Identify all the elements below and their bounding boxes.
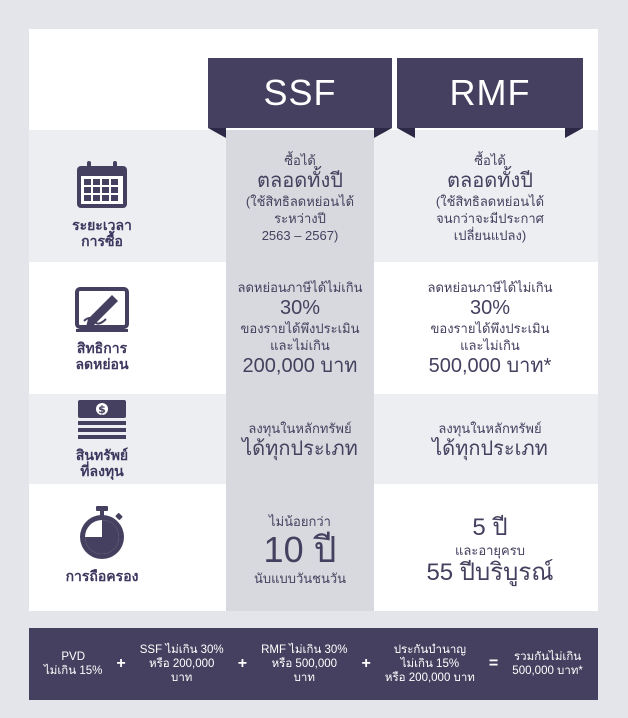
footer-ssf-line1: SSF ไม่เกิน 30% (139, 644, 224, 656)
rmf-deduction-line4: และไม่เกิน (460, 337, 520, 353)
row-label-holding (44, 505, 160, 584)
rmf-deduction-line2: 30% (469, 296, 511, 319)
ssf-holding-line3: นับแบบวันชนวัน (253, 571, 347, 586)
rmf-purchase-line5: เปลี่ยนแปลง) (453, 228, 527, 243)
ssf-deduction-line4: และไม่เกิน (270, 337, 330, 353)
footer-pvd-line1: PVD (61, 651, 86, 663)
row-label-purchase-line1: ระยะเวลา (72, 217, 132, 233)
ssf-deduction-line5: 200,000 บาท (242, 354, 358, 377)
calendar-icon (44, 160, 160, 213)
footer-ssf-line2: หรือ 200,000 (149, 658, 215, 670)
row-label-assets-line1: สินทรัพย์ (75, 447, 129, 463)
equals-sign: = (488, 655, 499, 672)
ssf-assets-line1: ลงทุนในหลักทรัพย์ (248, 420, 352, 436)
footer-item-pension-insurance (385, 643, 475, 685)
footer-total-line1: รวมกันไม่เกิน (514, 651, 582, 663)
rmf-holding-cell (400, 500, 580, 600)
ssf-header-fold-right (374, 128, 392, 138)
footer-rmf-line3: บาท (293, 672, 315, 684)
ssf-purchase-line5: 2563 – 2567) (261, 228, 339, 243)
ssf-purchase-line3: (ใช้สิทธิลดหย่อนได้ (245, 194, 355, 209)
footer-pension-line2: ไม่เกิน 15% (400, 658, 460, 670)
rmf-deduction-line3: ของรายได้พึงประเมิน (430, 320, 550, 336)
footer-total-line2: 500,000 บาท* (512, 665, 583, 677)
row-label-purchase-line2: การซื้อ (81, 233, 123, 249)
ssf-holding-line2: 10 ปี (263, 529, 337, 570)
rmf-deduction-cell (400, 270, 580, 386)
footer-pvd-line2: ไม่เกิน 15% (44, 665, 103, 677)
row-label-deduction-line2: ลดหย่อน (75, 356, 129, 372)
rmf-purchase-line4: จนกว่าจะมีประกาศ (436, 211, 544, 226)
ssf-holding-cell (226, 500, 374, 600)
footer-pension-line1: ประกันบำนาญ (393, 644, 467, 656)
row-label-deduction (44, 285, 160, 372)
ssf-deduction-line3: ของรายได้พึงประเมิน (240, 320, 360, 336)
rmf-assets-line2: ได้ทุกประเภท (432, 437, 548, 460)
ssf-purchase-line1: ซื้อได้ (284, 153, 316, 168)
footer-item-total (512, 650, 583, 678)
money-stack-icon (44, 398, 160, 443)
rmf-purchase-line1: ซื้อได้ (474, 153, 506, 168)
row-label-holding-line1: การถือครอง (65, 568, 139, 584)
footer-item-ssf (140, 643, 224, 685)
ssf-header: SSF (208, 58, 392, 128)
row-label-purchase (44, 160, 160, 249)
rmf-header-fold-right (565, 128, 583, 138)
ssf-purchase-cell (226, 142, 374, 254)
pen-signature-icon (44, 285, 160, 336)
ssf-deduction-line1: ลดหย่อนภาษีได้ไม่เกิน (237, 279, 363, 295)
rmf-purchase-line2: ตลอดทั้งปี (447, 170, 533, 192)
ssf-assets-cell (226, 404, 374, 476)
rmf-purchase-cell (400, 142, 580, 254)
footer-pension-line3: หรือ 200,000 บาท (384, 672, 475, 684)
rmf-deduction-line1: ลดหย่อนภาษีได้ไม่เกิน (427, 279, 553, 295)
stopwatch-icon (44, 505, 160, 564)
rmf-deduction-line5: 500,000 บาท* (428, 354, 552, 377)
rmf-holding-line2: และอายุครบ (455, 542, 525, 558)
rmf-purchase-line3: (ใช้สิทธิลดหย่อนได้ (435, 194, 545, 209)
footer-ssf-line3: บาท (171, 672, 193, 684)
ssf-holding-line1: ไม่น้อยกว่า (269, 514, 331, 529)
rmf-header: RMF (397, 58, 583, 128)
ssf-header-fold-left (208, 128, 226, 138)
rmf-holding-line3: 55 ปีบริบูรณ์ (426, 558, 554, 586)
footer-rmf-line1: RMF ไม่เกิน 30% (261, 644, 348, 656)
row-label-deduction-line1: สิทธิการ (76, 340, 128, 356)
footer-item-rmf (261, 643, 347, 685)
rmf-assets-line1: ลงทุนในหลักทรัพย์ (438, 420, 542, 436)
ssf-assets-line2: ได้ทุกประเภท (242, 437, 358, 460)
plus-sign: + (361, 655, 371, 672)
footer-item-pvd (44, 650, 102, 678)
ssf-deduction-cell (226, 270, 374, 386)
rmf-assets-cell (400, 404, 580, 476)
footer-rmf-line2: หรือ 500,000 (271, 658, 338, 670)
row-label-assets (44, 398, 160, 479)
ssf-deduction-line2: 30% (279, 296, 321, 319)
ssf-purchase-line4: ระหว่างปี (274, 211, 326, 226)
ssf-purchase-line2: ตลอดทั้งปี (257, 170, 343, 192)
rmf-holding-line1: 5 ปี (472, 513, 508, 541)
svg-text:$: $ (98, 403, 106, 416)
row-label-assets-line2: ที่ลงทุน (80, 463, 124, 479)
rmf-header-fold-left (397, 128, 415, 138)
plus-sign: + (237, 655, 248, 672)
plus-sign: + (116, 655, 126, 672)
summary-footer (29, 628, 598, 700)
